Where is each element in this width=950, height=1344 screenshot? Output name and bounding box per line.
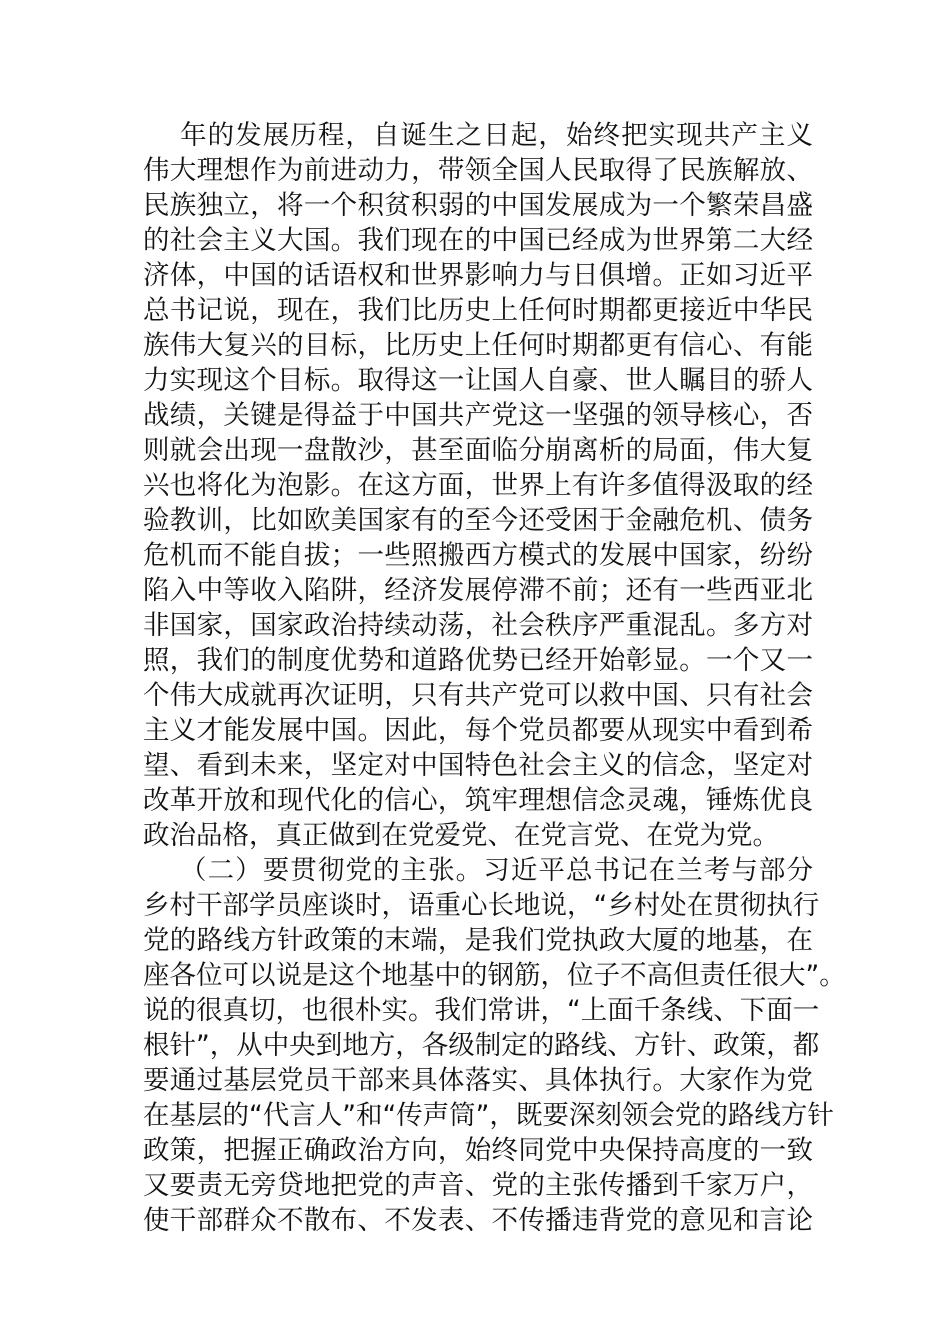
text-line: 政治品格，真正做到在党爱党、在党言党、在党为党。: [143, 820, 779, 851]
text-line: 要通过基层党员干部来具体落实、具体执行。大家作为党: [143, 1065, 813, 1096]
text-line: 伟大理想作为前进动力，带领全国人民取得了民族解放、: [143, 155, 813, 186]
text-line: 总书记说，现在，我们比历史上任何时期都更接近中华民: [143, 295, 813, 326]
text-line: 又要责无旁贷地把党的声音、党的主张传播到千家万户，: [143, 1170, 813, 1201]
text-line: 主义才能发展中国。因此，每个党员都要从现实中看到希: [143, 715, 813, 746]
text-line: 陷入中等收入陷阱，经济发展停滞不前；还有一些西亚北: [143, 575, 813, 606]
text-line: 个伟大成就再次证明，只有共产党可以救中国、只有社会: [143, 680, 813, 711]
body-text: [143, 118, 846, 1238]
text-line: 改革开放和现代化的信心，筑牢理想信念灵魂，锤炼优良: [143, 785, 813, 816]
text-line: 照，我们的制度优势和道路优势已经开始彰显。一个又一: [143, 645, 813, 676]
section-heading-line: （二）要贯彻党的主张。习近平总书记在兰考与部分: [180, 855, 813, 886]
text-line: 的社会主义大国。我们现在的中国已经成为世界第二大经: [143, 225, 813, 256]
text-line: 使干部群众不散布、不发表、不传播违背党的意见和言论: [143, 1205, 813, 1236]
text-line: 乡村干部学员座谈时，语重心长地说，“乡村处在贯彻执行: [143, 890, 820, 921]
text-line: 望、看到未来，坚定对中国特色社会主义的信念，坚定对: [143, 750, 813, 781]
text-line: 年的发展历程，自诞生之日起，始终把实现共产主义: [180, 120, 813, 151]
text-line: 兴也将化为泡影。在这方面，世界上有许多值得汲取的经: [143, 470, 813, 501]
text-line: 族伟大复兴的目标，比历史上任何时期都更有信心、有能: [143, 330, 813, 361]
text-line: 说的很真切，也很朴实。我们常讲，“上面千条线、下面一: [143, 995, 820, 1026]
text-line: 则就会出现一盘散沙，甚至面临分崩离析的局面，伟大复: [143, 435, 813, 466]
text-line: 政策，把握正确政治方向，始终同党中央保持高度的一致: [143, 1135, 813, 1166]
text-line: 战绩，关键是得益于中国共产党这一坚强的领导核心，否: [143, 400, 813, 431]
text-line: 座各位可以说是这个地基中的钢筋，位子不高但责任很大”。: [143, 960, 846, 991]
text-line: 党的路线方针政策的末端，是我们党执政大厦的地基，在: [143, 925, 813, 956]
text-line: 非国家，国家政治持续动荡，社会秩序严重混乱。多方对: [143, 610, 813, 641]
text-line: 民族独立，将一个积贫积弱的中国发展成为一个繁荣昌盛: [143, 190, 813, 221]
text-line: 危机而不能自拔；一些照搬西方模式的发展中国家，纷纷: [143, 540, 813, 571]
text-line: 在基层的“代言人”和“传声筒”，既要深刻领会党的路线方针: [143, 1100, 834, 1131]
text-line: 力实现这个目标。取得这一让国人自豪、世人瞩目的骄人: [143, 365, 813, 396]
text-line: 根针”，从中央到地方，各级制定的路线、方针、政策，都: [143, 1030, 820, 1061]
text-line: 济体，中国的话语权和世界影响力与日俱增。正如习近平: [143, 260, 813, 291]
text-line: 验教训，比如欧美国家有的至今还受困于金融危机、债务: [143, 505, 813, 536]
